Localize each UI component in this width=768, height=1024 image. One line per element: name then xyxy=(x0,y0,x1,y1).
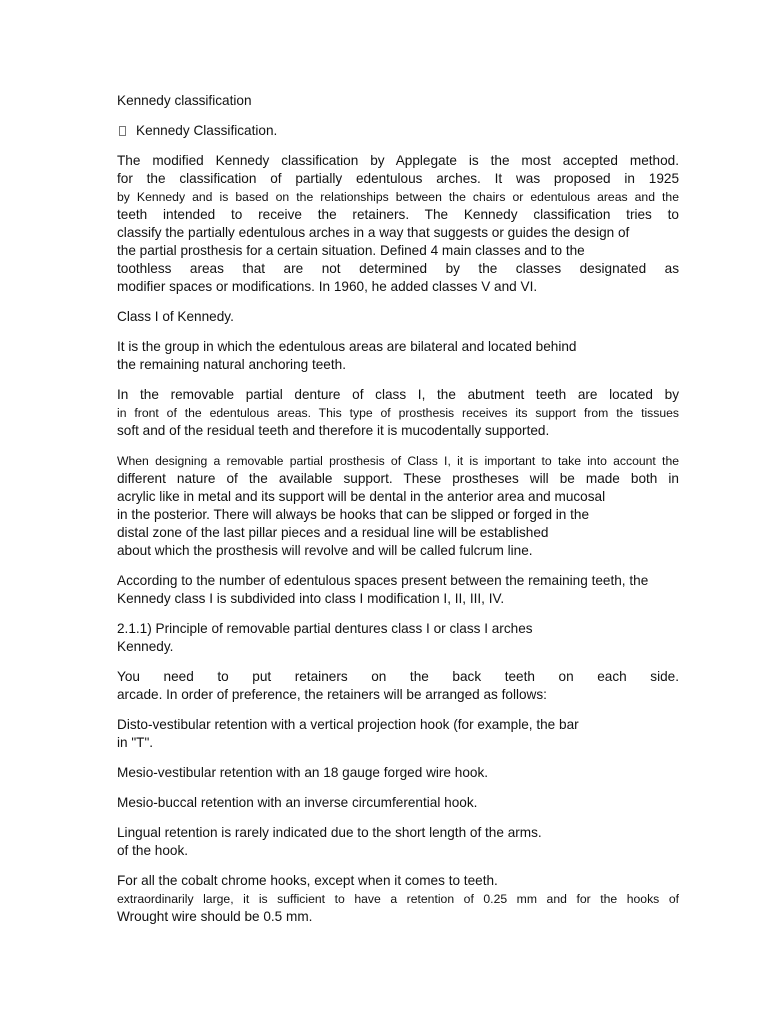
paragraph-line: acrylic like in metal and its support will be dental in the anterior area and mucosal xyxy=(117,489,606,504)
document-title-block xyxy=(117,92,679,110)
paragraph-line: When designing a removable partial prosthesis of Class I, it is important to take into account the xyxy=(117,454,679,468)
paragraph-line: The modified Kennedy classification by Applegate is the most accepted method. xyxy=(117,153,679,168)
paragraph-line: toothless areas that are not determined by the classes designated as xyxy=(117,261,679,276)
paragraph-line: For all the cobalt chrome hooks, except when it comes to teeth. xyxy=(117,873,498,888)
paragraph-line: teeth intended to receive the retainers. The Kennedy classification tries to xyxy=(117,207,679,222)
document-page xyxy=(117,92,679,938)
paragraph-line: Mesio-buccal retention with an inverse circumferential hook. xyxy=(117,795,478,810)
paragraph xyxy=(117,308,679,326)
bullet-heading: Kennedy Classification. xyxy=(136,123,278,138)
paragraph-line: the remaining natural anchoring teeth. xyxy=(117,357,346,372)
paragraph xyxy=(117,716,679,752)
paragraph xyxy=(117,794,679,812)
paragraph xyxy=(117,152,679,296)
paragraph-line: in front of the edentulous areas. This type of prosthesis receives its support from the tissues xyxy=(117,406,679,420)
paragraph xyxy=(117,620,679,656)
paragraph-line: Wrought wire should be 0.5 mm. xyxy=(117,909,313,924)
paragraph-line: distal zone of the last pillar pieces and a residual line will be established xyxy=(117,525,549,540)
paragraph-line: the partial prosthesis for a certain situation. Defined 4 main classes and to the xyxy=(117,243,585,258)
paragraph-line: classify the partially edentulous arches in a way that suggests or guides the design of xyxy=(117,225,630,240)
paragraph xyxy=(117,572,679,608)
paragraph-line: Disto-vestibular retention with a vertical projection hook (for example, the bar xyxy=(117,717,579,732)
missing-glyph-bullet-icon xyxy=(119,126,126,136)
paragraph xyxy=(117,764,679,782)
paragraph-line: You need to put retainers on the back teeth on each side. xyxy=(117,669,679,684)
paragraph xyxy=(117,824,679,860)
paragraph-line: by Kennedy and is based on the relationships between the chairs or edentulous areas and the xyxy=(117,190,679,204)
paragraph-line: in "T". xyxy=(117,735,154,750)
paragraph-line: Kennedy. xyxy=(117,639,174,654)
paragraph-line: about which the prosthesis will revolve and will be called fulcrum line. xyxy=(117,543,533,558)
paragraph xyxy=(117,452,679,560)
paragraph-line: different nature of the available support. These prostheses will be made both in xyxy=(117,471,679,486)
paragraph-line: Kennedy class I is subdivided into class I modification I, II, III, IV. xyxy=(117,591,505,606)
paragraph-line: Mesio-vestibular retention with an 18 gauge forged wire hook. xyxy=(117,765,489,780)
bullet-heading-line xyxy=(117,122,679,140)
paragraph-line: modifier spaces or modifications. In 1960, he added classes V and VI. xyxy=(117,279,538,294)
paragraph-line: extraordinarily large, it is sufficient to have a retention of 0.25 mm and for the hooks of xyxy=(117,892,679,906)
paragraph-line: of the hook. xyxy=(117,843,189,858)
paragraph xyxy=(117,872,679,926)
paragraph-line: Class I of Kennedy. xyxy=(117,309,234,324)
paragraph xyxy=(117,386,679,440)
bullet-heading-block xyxy=(117,122,679,140)
paragraph-line: In the removable partial denture of class I, the abutment teeth are located by xyxy=(117,387,679,402)
paragraph-line: According to the number of edentulous spaces present between the remaining teeth, the xyxy=(117,573,649,588)
document-title: Kennedy classification xyxy=(117,93,252,108)
paragraph-line: for the classification of partially edentulous arches. It was proposed in 1925 xyxy=(117,171,679,186)
paragraph xyxy=(117,338,679,374)
paragraph-line: arcade. In order of preference, the retainers will be arranged as follows: xyxy=(117,687,547,702)
paragraph xyxy=(117,668,679,704)
paragraph-line: 2.1.1) Principle of removable partial dentures class I or class I arches xyxy=(117,621,533,636)
paragraph-line: soft and of the residual teeth and therefore it is mucodentally supported. xyxy=(117,423,550,438)
paragraph-line: in the posterior. There will always be hooks that can be slipped or forged in the xyxy=(117,507,590,522)
paragraph-line: Lingual retention is rarely indicated due to the short length of the arms. xyxy=(117,825,542,840)
body-paragraphs xyxy=(117,152,679,926)
paragraph-line: It is the group in which the edentulous areas are bilateral and located behind xyxy=(117,339,577,354)
